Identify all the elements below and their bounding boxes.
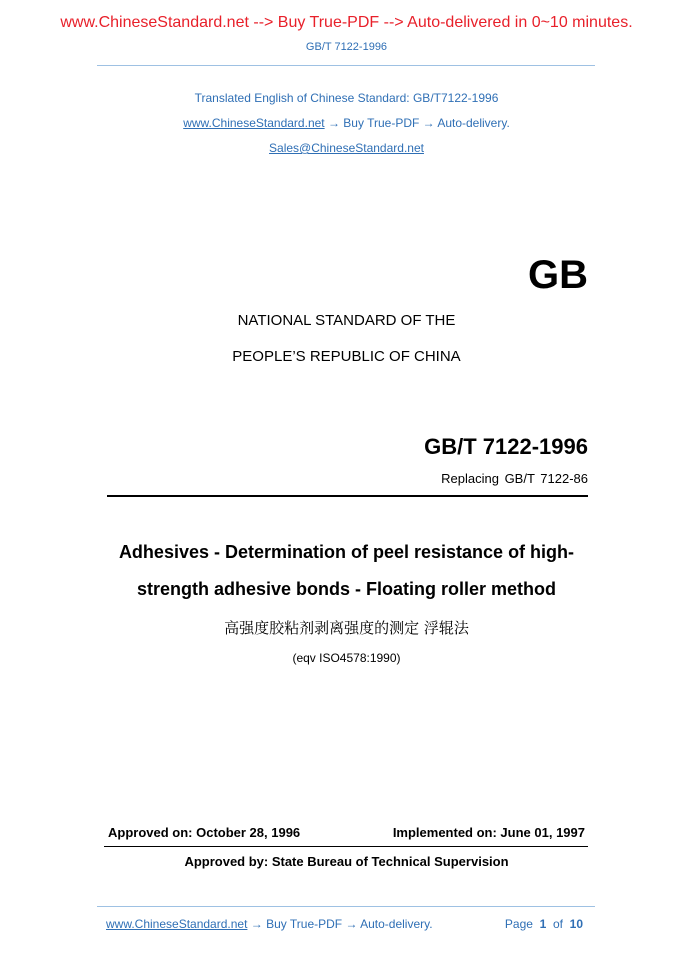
- of-label: of: [552, 917, 563, 931]
- page-total: 10: [569, 917, 583, 931]
- gb-mark: GB: [528, 253, 588, 297]
- site-link[interactable]: www.ChineseStandard.net: [183, 116, 325, 130]
- footer-site-link[interactable]: www.ChineseStandard.net: [106, 917, 248, 931]
- footer-divider: [97, 906, 595, 907]
- title-line1: Adhesives - Determination of peel resistance of high-: [118, 542, 575, 562]
- purchase-line: [0, 116, 693, 130]
- title-chinese: 高强度胶粘剂剥离强度的测定 浮辊法: [224, 619, 469, 637]
- approval-divider: [104, 846, 588, 847]
- title-line2: strength adhesive bonds - Floating roller method: [136, 579, 557, 599]
- purchase-suffix: → Buy True-PDF → Auto-delivery.: [324, 116, 510, 130]
- footer-purchase-suffix: → Buy True-PDF → Auto-delivery.: [247, 917, 433, 931]
- national-standard-line1: NATIONAL STANDARD OF THE: [237, 312, 456, 329]
- title-divider: [107, 495, 588, 497]
- approved-by: Approved by: State Bureau of Technical Supervision: [184, 854, 509, 869]
- top-banner[interactable]: www.ChineseStandard.net --> Buy True-PDF --> Auto-delivered in 0~10 minutes.: [60, 14, 633, 31]
- national-standard-line2: PEOPLE’S REPUBLIC OF CHINA: [232, 348, 461, 365]
- replacing-note: Replacing GB/T 7122-86: [441, 471, 588, 486]
- footer-purchase-line: [106, 917, 433, 931]
- standard-code: GB/T 7122-1996: [424, 434, 588, 459]
- sales-email-link[interactable]: Sales@ChineseStandard.net: [269, 141, 424, 155]
- translated-note: Translated English of Chinese Standard: GB/T7122-1996: [194, 91, 499, 105]
- page-number: 1: [539, 917, 547, 931]
- header-standard-code: GB/T 7122-1996: [305, 41, 388, 53]
- equivalence-note: (eqv ISO4578:1990): [292, 651, 401, 665]
- implemented-on: Implemented on: June 01, 1997: [392, 825, 585, 840]
- email-line: [0, 141, 693, 155]
- header-divider: [97, 65, 595, 66]
- page-label: Page: [504, 917, 533, 931]
- approved-on: Approved on: October 28, 1996: [108, 825, 301, 840]
- page-indicator: [505, 917, 583, 931]
